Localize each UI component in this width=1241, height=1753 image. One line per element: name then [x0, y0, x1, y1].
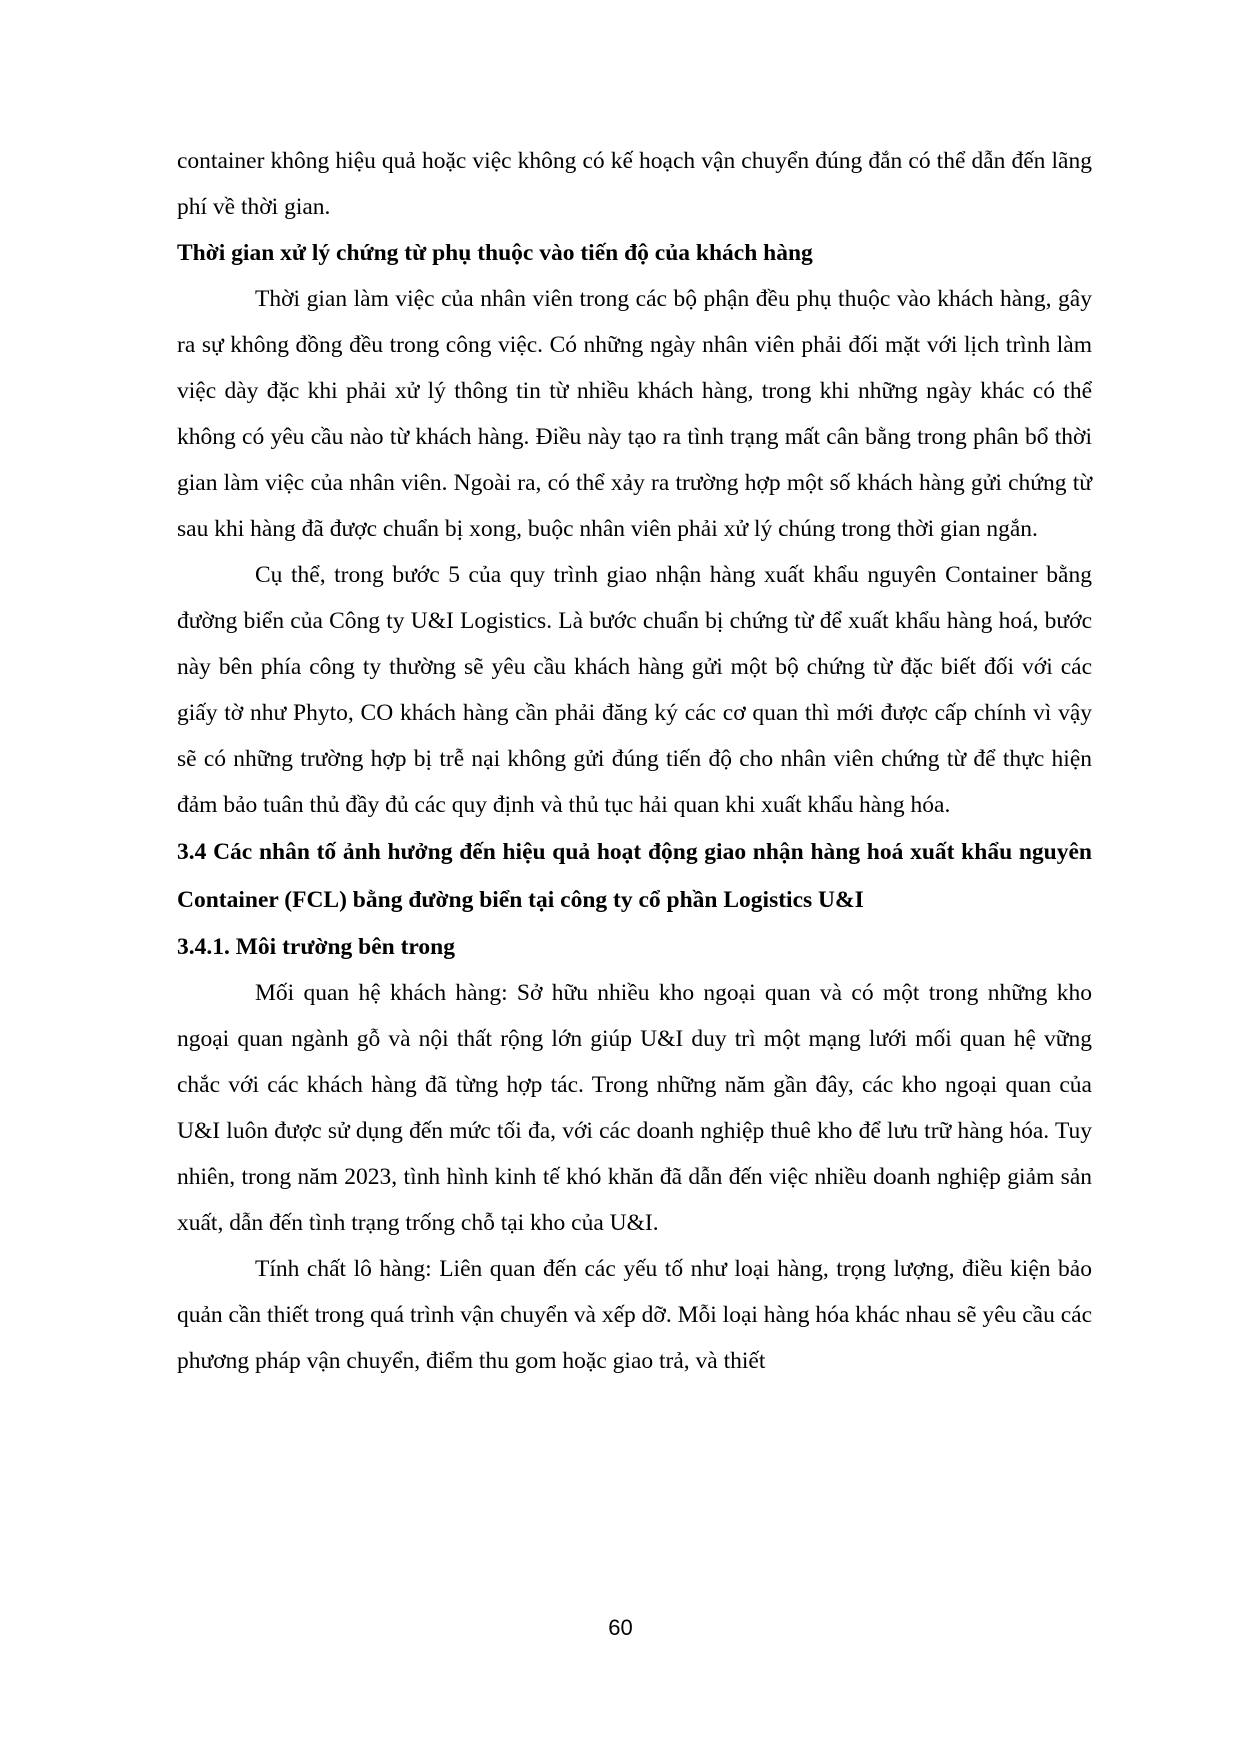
paragraph-customer-relations: Mối quan hệ khách hàng: Sở hữu nhiều kho ngoại quan và có một trong những kho ngoại quan ngành gỗ và nội thất rộng lớn giúp U&I duy trì một mạng lưới mối quan hệ vững chắc với các khách hàng đã từng hợp tác. Trong những năm gần đây, các kho ngoại quan của U&I luôn được sử dụng đến mức tối đa, với các doanh nghiệp thuê kho để lưu trữ hàng hóa. Tuy nhiên, trong năm 2023, tình hình kinh tế khó khăn đã dẫn đến việc nhiều doanh nghiệp giảm sản xuất, dẫn đến tình trạng trống chỗ tại kho của U&I.: [177, 980, 1092, 1236]
paragraph-step-5: Cụ thể, trong bước 5 của quy trình giao nhận hàng xuất khẩu nguyên Container bằng đường biển của Công ty U&I Logistics. Là bước chuẩn bị chứng từ để xuất khẩu hàng hoá, bước này bên phía công ty thường sẽ yêu cầu khách hàng gửi một bộ chứng từ đặc biết đối với các giấy tờ như Phyto, CO khách hàng cần phải đăng ký các cơ quan thì mới được cấp chính vì vậy sẽ có những trường hợp bị trễ nại không gửi đúng tiến độ cho nhân viên chứng từ để thực hiện đảm bảo tuân thủ đầy đủ các quy định và thủ tục hải quan khi xuất khẩu hàng hóa.: [177, 562, 1092, 818]
paragraph-continuation: container không hiệu quả hoặc việc không có kế hoạch vận chuyển đúng đắn có thể dẫn đến lãng phí về thời gian.: [177, 148, 1092, 220]
paragraph-shipment-nature: Tính chất lô hàng: Liên quan đến các yếu tố như loại hàng, trọng lượng, điều kiện bảo quản cần thiết trong quá trình vận chuyển và xếp dỡ. Mỗi loại hàng hóa khác nhau sẽ yêu cầu các phương pháp vận chuyển, điểm thu gom hoặc giao trả, và thiết: [177, 1256, 1092, 1374]
document-page: [177, 138, 1092, 1384]
subheading-document-processing: Thời gian xử lý chứng từ phụ thuộc vào tiến độ của khách hàng: [177, 240, 813, 266]
page-number: 60: [608, 1615, 633, 1640]
paragraph-staff-workload: Thời gian làm việc của nhân viên trong các bộ phận đều phụ thuộc vào khách hàng, gây ra sự không đồng đều trong công việc. Có những ngày nhân viên phải đối mặt với lịch trình làm việc dày đặc khi phải xử lý thông tin từ nhiều khách hàng, trong khi những ngày khác có thể không có yêu cầu nào từ khách hàng. Điều này tạo ra tình trạng mất cân bằng trong phân bổ thời gian làm việc của nhân viên. Ngoài ra, có thể xảy ra trường hợp một số khách hàng gửi chứng từ sau khi hàng đã được chuẩn bị xong, buộc nhân viên phải xử lý chúng trong thời gian ngắn.: [177, 286, 1092, 542]
section-heading-3-4: 3.4 Các nhân tố ảnh hưởng đến hiệu quả hoạt động giao nhận hàng hoá xuất khẩu nguyên Container (FCL) bằng đường biển tại công ty cổ phần Logistics U&I: [177, 839, 1092, 913]
subsection-heading-3-4-1: 3.4.1. Môi trường bên trong: [177, 934, 455, 960]
